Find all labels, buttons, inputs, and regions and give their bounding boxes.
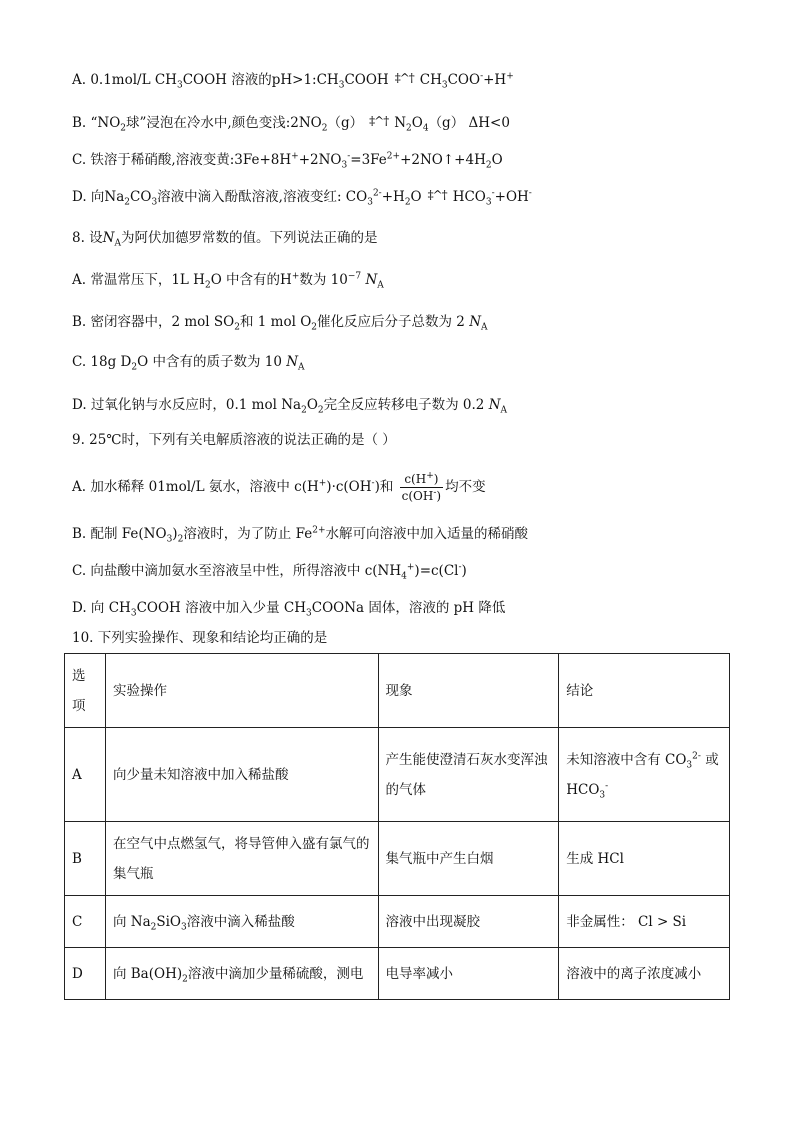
equilibrium-arrow-icon: ‡^† [369,114,389,128]
header-option: 选项 [65,654,106,728]
q10-stem: 10. 下列实验操作、现象和结论均正确的是 [72,630,328,646]
row-c-phenomenon: 溶液中出现凝胶 [378,896,559,948]
q7-option-b: B. “$NO_2$球”浸泡在冷水中,颜色变浅$:2NO_2(g)$ ‡^† $N_2O_4(g)$ ΔH<0 [72,113,510,133]
q7-option-c: C. 铁溶于稀硝酸,溶液变黄$:3Fe+8H^++2NO_3^-=3Fe^{2+}+2NO↑+4H_2O$ [72,151,503,171]
row-d-conclusion: 溶液中的离子浓度减小 [559,948,730,1000]
row-a-operation: 向少量未知溶液中加入稀盐酸 [105,728,378,822]
q9-option-a: A. 加水稀释 01mol/L 氨水，溶液中 c(H+)·c(OH-)和 $\frac{c(H^+)}{c(OH^-)}$ 均不变 [72,471,486,503]
equilibrium-arrow-icon: ‡^† [427,188,447,202]
experiment-table [64,653,730,1000]
q7-option-d: D. 向$Na_2CO_3$溶液中滴入酚酞溶液,溶液变红: $CO_3^{2-}+H_2O$ ‡^† $HCO_3^-+OH^-$ [72,187,532,207]
header-operation: 实验操作 [105,654,378,728]
q9-option-b: B. 配制 $Fe(NO_3)_2$溶液时，为了防止 $Fe^{2+}$水解可向溶液中加入适量的稀硝酸 [72,525,529,545]
table-row [65,948,730,1000]
row-b-phenomenon: 集气瓶中产生白烟 [378,822,559,896]
table-row [65,896,730,948]
header-conclusion: 结论 [559,654,730,728]
q9-stem: 9. 25℃时，下列有关电解质溶液的说法正确的是（ ） [72,432,396,448]
row-d-option: D [65,948,106,1000]
row-a-conclusion: 未知溶液中含有 $CO_3^{2-}$ 或 $HCO_3^-$ [559,728,730,822]
row-a-phenomenon: 产生能使澄清石灰水变浑浊的气体 [378,728,559,822]
table-row [65,728,730,822]
row-b-conclusion: 生成 HCl [559,822,730,896]
q9-option-c: C. 向盐酸中滴加氨水至溶液呈中性，所得溶液中 $c(NH_4^+)=c(Cl^-)$ [72,562,467,582]
table-header-row [65,654,730,728]
row-c-option: C [65,896,106,948]
q8-option-b: B. 密闭容器中，2 mol $SO_2$和 1 mol $O_2$催化反应后分子总数为 2 $N_A$ [72,314,488,333]
row-a-option: A [65,728,106,822]
q8-option-c: C. 18g $D_2O$ 中含有的质子数为 10 $N_A$ [72,354,305,373]
q8-option-d: D. 过氧化钠与水反应时，0.1 mol $Na_2O_2$完全反应转移电子数为 0.2 $N_A$ [72,397,508,416]
q8-option-a: A. 常温常压下，1L $H_2O$ 中含有的H+数为 $10^{-7}$ $N_A$ [72,271,384,291]
row-c-operation: 向 $Na_2SiO_3$溶液中滴入稀盐酸 [105,896,378,948]
q8-stem: 8. 设$N_A$为阿伏加德罗常数的值。下列说法正确的是 [72,230,378,249]
header-phenomenon: 现象 [378,654,559,728]
q9-option-d: D. 向 $CH_3COOH$ 溶液中加入少量 $CH_3COONa$ 固体，溶液的 pH 降低 [72,600,506,619]
row-b-operation: 在空气中点燃氢气，将导管伸入盛有氯气的集气瓶 [105,822,378,896]
q7-option-a: A. 0.1mol/L $CH_3COOH$ 溶液的$pH>1:CH_3COOH$ ‡^† $CH_3COO^-+H^+$ [72,70,514,90]
row-d-operation: 向 $Ba(OH)_2$溶液中滴加少量稀硫酸，测电 [105,948,378,1000]
concentration-ratio-fraction: $\frac{c(H^+)}{c(OH^-)}$ [401,471,442,503]
table-row [65,822,730,896]
row-d-phenomenon: 电导率减小 [378,948,559,1000]
equilibrium-arrow-icon: ‡^† [394,71,414,85]
row-c-conclusion: 非金属性： Cl > Si [559,896,730,948]
row-b-option: B [65,822,106,896]
